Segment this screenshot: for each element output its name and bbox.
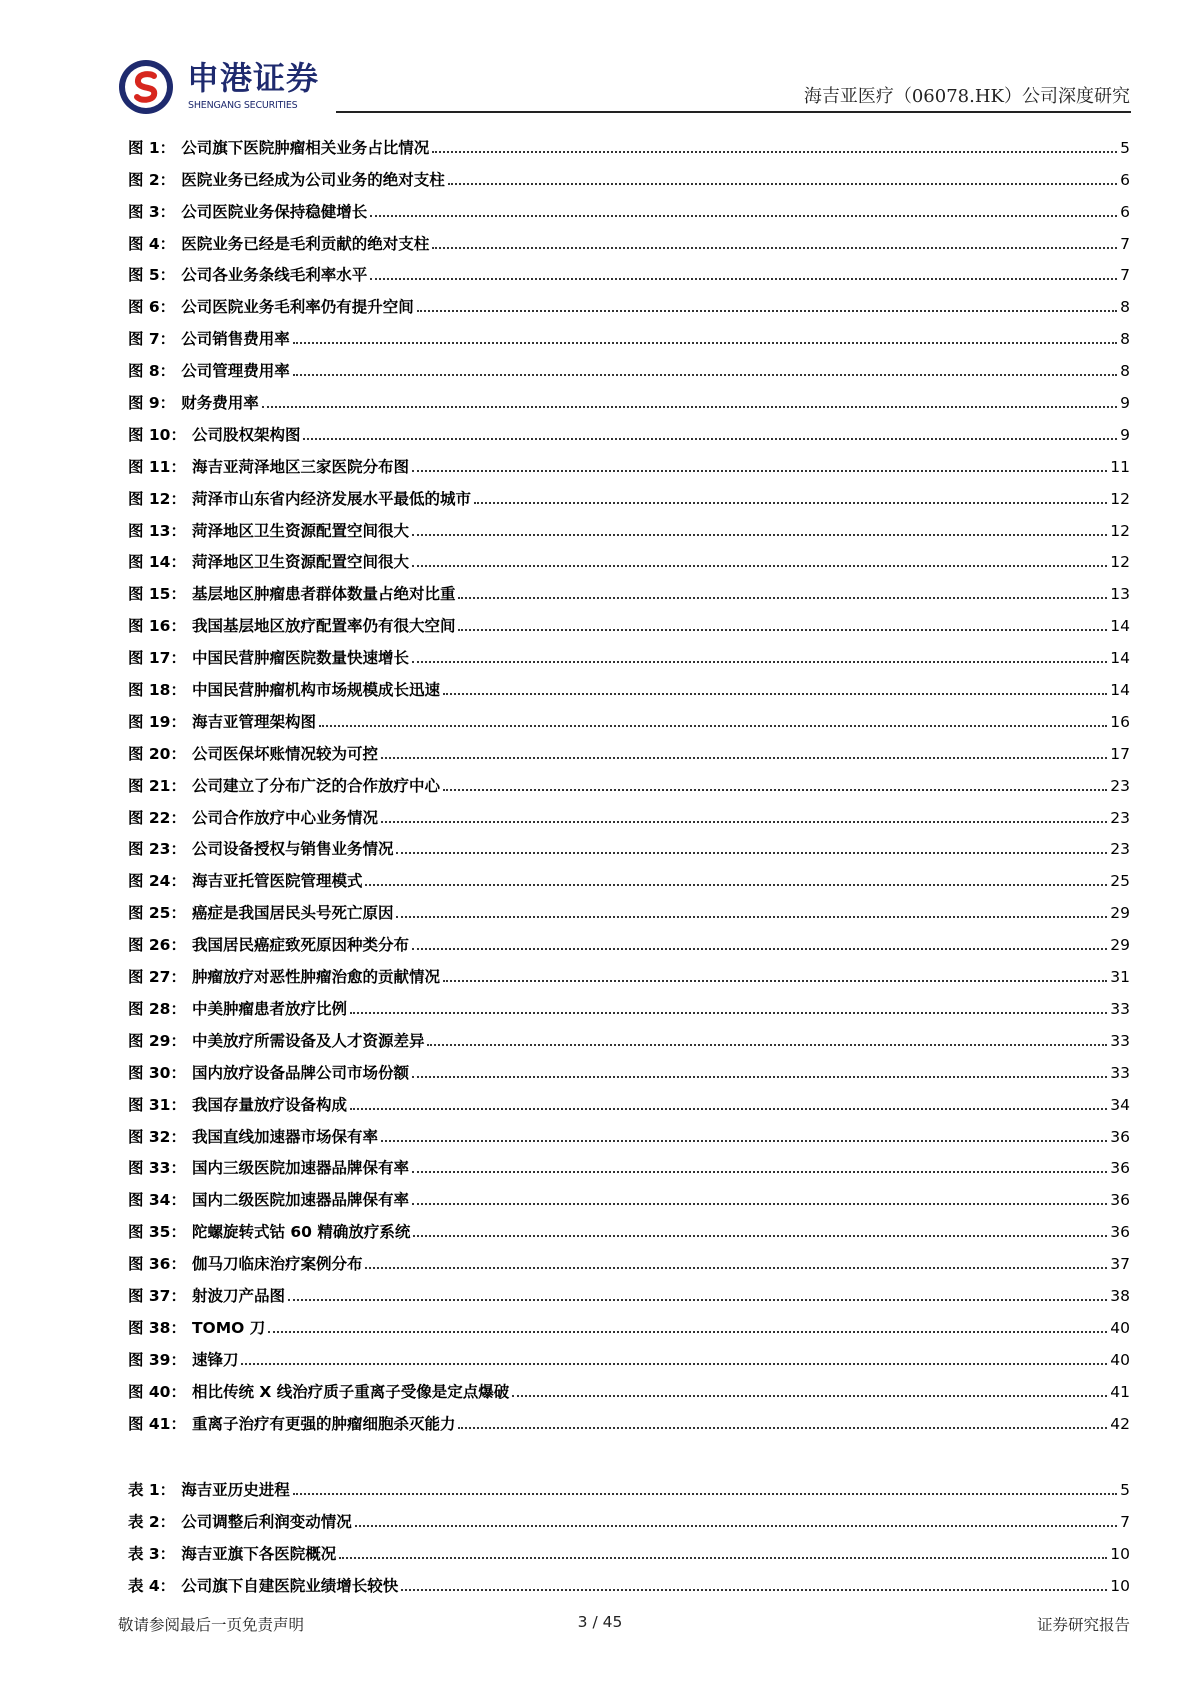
entry-title: 中国民营肿瘤机构市场规模成长迅速 — [191, 681, 440, 700]
entry-title: 菏泽地区卫生资源配置空间很大 — [191, 521, 409, 540]
figure-entry[interactable] — [128, 764, 1130, 796]
dot-leader — [262, 406, 1117, 408]
entry-page-number: 9 — [1120, 394, 1130, 413]
page-number: 3 / 45 — [577, 1613, 623, 1631]
figure-entry[interactable] — [128, 477, 1130, 509]
figure-entry[interactable] — [128, 254, 1130, 286]
entry-page-number: 40 — [1110, 1318, 1130, 1337]
figure-entry[interactable] — [128, 923, 1130, 955]
entry-page-number: 7 — [1120, 1512, 1130, 1531]
figure-entry[interactable] — [128, 317, 1130, 349]
entry-title: 公司医保坏账情况较为可控 — [191, 744, 378, 763]
figure-entry[interactable] — [128, 1370, 1130, 1402]
page-header — [0, 0, 1200, 120]
entry-page-number: 40 — [1110, 1350, 1130, 1369]
entry-title: 我国基层地区放疗配置率仍有很大空间 — [191, 617, 456, 636]
figure-entry[interactable] — [128, 1147, 1130, 1179]
entry-title: 中国民营肿瘤医院数量快速增长 — [191, 649, 409, 668]
entry-title: TOMO 刀 — [191, 1318, 266, 1337]
figure-entry[interactable] — [128, 1338, 1130, 1370]
dot-leader — [474, 502, 1107, 504]
figure-list — [128, 126, 1130, 1434]
entry-title: 海吉亚菏泽地区三家医院分布图 — [191, 457, 409, 476]
entry-page-number: 34 — [1110, 1095, 1130, 1114]
entry-page-number: 36 — [1110, 1223, 1130, 1242]
entry-label: 图 37： — [128, 1286, 186, 1305]
figure-entry[interactable] — [128, 732, 1130, 764]
entry-page-number: 38 — [1110, 1286, 1130, 1305]
entry-title: 陀螺旋转式钴 60 精确放疗系统 — [191, 1223, 411, 1242]
entry-label: 表 2： — [128, 1512, 176, 1531]
entry-label: 图 21： — [128, 776, 186, 795]
entry-label: 图 12： — [128, 489, 186, 508]
dot-leader — [370, 278, 1117, 280]
entry-title: 公司旗下自建医院业绩增长较快 — [181, 1576, 399, 1595]
entry-page-number: 9 — [1120, 425, 1130, 444]
dot-leader — [350, 1012, 1107, 1014]
figure-entry[interactable] — [128, 572, 1130, 604]
table-entry[interactable] — [128, 1532, 1130, 1564]
entry-label: 图 35： — [128, 1223, 186, 1242]
figure-entry[interactable] — [128, 190, 1130, 222]
entry-page-number: 5 — [1120, 138, 1130, 157]
entry-title: 我国居民癌症致死原因种类分布 — [191, 936, 409, 955]
figure-entry[interactable] — [128, 126, 1130, 158]
figure-entry[interactable] — [128, 636, 1130, 668]
table-entry[interactable] — [128, 1468, 1130, 1500]
entry-title: 公司股权架构图 — [191, 425, 301, 444]
entry-label: 图 17： — [128, 649, 186, 668]
figure-entry[interactable] — [128, 1115, 1130, 1147]
figure-entry[interactable] — [128, 1210, 1130, 1242]
entry-title: 国内放疗设备品牌公司市场份额 — [191, 1063, 409, 1082]
figure-entry[interactable] — [128, 987, 1130, 1019]
entry-page-number: 7 — [1120, 266, 1130, 285]
footer-disclaimer: 敬请参阅最后一页免责声明 — [118, 1616, 305, 1634]
entry-title: 公司合作放疗中心业务情况 — [191, 808, 378, 827]
dot-leader — [241, 1363, 1107, 1365]
entry-label: 图 27： — [128, 968, 186, 987]
entry-label: 图 38： — [128, 1318, 186, 1337]
entry-label: 图 39： — [128, 1350, 186, 1369]
dot-leader — [412, 565, 1107, 567]
entry-title: 公司管理费用率 — [181, 362, 290, 381]
dot-leader — [268, 1331, 1107, 1333]
dot-leader — [432, 247, 1117, 249]
entry-page-number: 8 — [1120, 330, 1130, 349]
figure-entry[interactable] — [128, 796, 1130, 828]
dot-leader — [381, 821, 1107, 823]
entry-page-number: 33 — [1110, 1031, 1130, 1050]
entry-title: 公司医院业务保持稳健增长 — [181, 202, 368, 221]
figure-entry[interactable] — [128, 1083, 1130, 1115]
entry-label: 图 40： — [128, 1382, 186, 1401]
entry-title: 公司调整后利润变动情况 — [181, 1512, 352, 1531]
figure-entry[interactable] — [128, 828, 1130, 860]
entry-title: 基层地区肿瘤患者群体数量占绝对比重 — [191, 585, 456, 604]
entry-page-number: 23 — [1110, 776, 1130, 795]
entry-label: 图 13： — [128, 521, 186, 540]
entry-title: 财务费用率 — [181, 394, 259, 413]
dot-leader — [381, 757, 1107, 759]
entry-label: 图 3： — [128, 202, 176, 221]
figure-entry[interactable] — [128, 955, 1130, 987]
entry-page-number: 23 — [1110, 840, 1130, 859]
dot-leader — [412, 1203, 1107, 1205]
entry-page-number: 13 — [1110, 585, 1130, 604]
entry-label: 图 1： — [128, 138, 176, 157]
dot-leader — [365, 884, 1107, 886]
dot-leader — [396, 852, 1107, 854]
entry-label: 表 3： — [128, 1544, 176, 1563]
dot-leader — [412, 1076, 1107, 1078]
entry-label: 图 34： — [128, 1191, 186, 1210]
figure-entry[interactable] — [128, 349, 1130, 381]
footer-report-type: 证券研究报告 — [1036, 1616, 1130, 1634]
entry-title: 射波刀产品图 — [191, 1286, 285, 1305]
entry-label: 图 15： — [128, 585, 186, 604]
entry-label: 图 25： — [128, 904, 186, 923]
entry-page-number: 33 — [1110, 999, 1130, 1018]
dot-leader — [319, 725, 1107, 727]
entry-title: 海吉亚托管医院管理模式 — [191, 872, 363, 891]
dot-leader — [417, 310, 1117, 312]
entry-page-number: 6 — [1120, 170, 1130, 189]
entry-title: 公司医院业务毛利率仍有提升空间 — [181, 298, 414, 317]
entry-page-number: 14 — [1110, 681, 1130, 700]
entry-page-number: 36 — [1110, 1191, 1130, 1210]
entry-label: 图 23： — [128, 840, 186, 859]
entry-label: 图 4： — [128, 234, 176, 253]
entry-page-number: 37 — [1110, 1255, 1130, 1274]
figure-entry[interactable] — [128, 222, 1130, 254]
dot-leader — [412, 948, 1107, 950]
figure-entry[interactable] — [128, 604, 1130, 636]
entry-page-number: 6 — [1120, 202, 1130, 221]
entry-title: 癌症是我国居民头号死亡原因 — [191, 904, 394, 923]
entry-title: 我国直线加速器市场保有率 — [191, 1127, 378, 1146]
entry-title: 公司设备授权与销售业务情况 — [191, 840, 394, 859]
entry-page-number: 14 — [1110, 617, 1130, 636]
entry-page-number: 42 — [1110, 1414, 1130, 1433]
dot-leader — [293, 1493, 1117, 1495]
entry-page-number: 41 — [1110, 1382, 1130, 1401]
entry-label: 图 32： — [128, 1127, 186, 1146]
entry-page-number: 31 — [1110, 968, 1130, 987]
entry-title: 公司各业务条线毛利率水平 — [181, 266, 368, 285]
dot-leader — [365, 1267, 1107, 1269]
dot-leader — [339, 1557, 1107, 1559]
entry-page-number: 17 — [1110, 744, 1130, 763]
entry-page-number: 12 — [1110, 489, 1130, 508]
entry-title: 国内二级医院加速器品牌保有率 — [191, 1191, 409, 1210]
dot-leader — [303, 438, 1117, 440]
entry-label: 表 4： — [128, 1576, 176, 1595]
entry-title: 速锋刀 — [191, 1350, 239, 1369]
dot-leader — [355, 1525, 1117, 1527]
dot-leader — [370, 215, 1117, 217]
company-logo-text: 申港证券 — [187, 59, 320, 97]
dot-leader — [412, 661, 1107, 663]
entry-page-number: 11 — [1110, 457, 1130, 476]
entry-title: 相比传统 X 线治疗质子重离子受像是定点爆破 — [191, 1382, 510, 1401]
entry-label: 图 2： — [128, 170, 176, 189]
entry-title: 公司旗下医院肿瘤相关业务占比情况 — [181, 138, 430, 157]
figure-entry[interactable] — [128, 1242, 1130, 1274]
entry-label: 图 7： — [128, 330, 176, 349]
entry-label: 图 14： — [128, 553, 186, 572]
dot-leader — [448, 183, 1117, 185]
dot-leader — [458, 597, 1107, 599]
entry-page-number: 25 — [1110, 872, 1130, 891]
entry-page-number: 7 — [1120, 234, 1130, 253]
figure-entry[interactable] — [128, 1019, 1130, 1051]
entry-title: 公司销售费用率 — [181, 330, 290, 349]
entry-title: 医院业务已经成为公司业务的绝对支柱 — [181, 170, 445, 189]
entry-title: 中美放疗所需设备及人才资源差异 — [191, 1031, 425, 1050]
dot-leader — [401, 1589, 1107, 1591]
entry-page-number: 29 — [1110, 904, 1130, 923]
figure-entry[interactable] — [128, 859, 1130, 891]
entry-title: 菏泽地区卫生资源配置空间很大 — [191, 553, 409, 572]
entry-page-number: 36 — [1110, 1127, 1130, 1146]
entry-page-number: 10 — [1110, 1576, 1130, 1595]
entry-title: 伽马刀临床治疗案例分布 — [191, 1255, 363, 1274]
dot-leader — [413, 1235, 1107, 1237]
entry-label: 图 8： — [128, 362, 176, 381]
entry-page-number: 29 — [1110, 936, 1130, 955]
dot-leader — [293, 342, 1117, 344]
entry-label: 图 16： — [128, 617, 186, 636]
figure-entry[interactable] — [128, 1306, 1130, 1338]
figure-entry[interactable] — [128, 891, 1130, 923]
entry-label: 图 30： — [128, 1063, 186, 1082]
entry-title: 肿瘤放疗对恶性肿瘤治愈的贡献情况 — [191, 968, 440, 987]
entry-title: 海吉亚旗下各医院概况 — [181, 1544, 337, 1563]
report-title: 海吉亚医疗（06078.HK）公司深度研究 — [803, 86, 1130, 107]
entry-label: 图 33： — [128, 1159, 186, 1178]
entry-page-number: 16 — [1110, 712, 1130, 731]
dot-leader — [381, 1140, 1107, 1142]
figure-entry[interactable] — [128, 509, 1130, 541]
entry-title: 国内三级医院加速器品牌保有率 — [191, 1159, 409, 1178]
entry-label: 表 1： — [128, 1480, 176, 1499]
entry-page-number: 8 — [1120, 298, 1130, 317]
entry-page-number: 5 — [1120, 1480, 1130, 1499]
entry-label: 图 6： — [128, 298, 176, 317]
entry-title: 中美肿瘤患者放疗比例 — [191, 999, 347, 1018]
table-entry[interactable] — [128, 1564, 1130, 1596]
entry-title: 海吉亚管理架构图 — [191, 712, 316, 731]
entry-title: 医院业务已经是毛利贡献的绝对支柱 — [181, 234, 430, 253]
figure-entry[interactable] — [128, 668, 1130, 700]
table-entry[interactable] — [128, 1500, 1130, 1532]
entry-label: 图 19： — [128, 712, 186, 731]
entry-label: 图 18： — [128, 681, 186, 700]
figure-entry[interactable] — [128, 445, 1130, 477]
dot-leader — [432, 151, 1117, 153]
entry-page-number: 33 — [1110, 1063, 1130, 1082]
dot-leader — [412, 470, 1107, 472]
entry-title: 海吉亚历史进程 — [181, 1480, 290, 1499]
figure-entry[interactable] — [128, 413, 1130, 445]
dot-leader — [293, 374, 1117, 376]
dot-leader — [443, 789, 1107, 791]
entry-label: 图 5： — [128, 266, 176, 285]
entry-label: 图 29： — [128, 1031, 186, 1050]
figure-entry[interactable] — [128, 1402, 1130, 1434]
entry-label: 图 22： — [128, 808, 186, 827]
figure-entry[interactable] — [128, 1178, 1130, 1210]
figure-entry[interactable] — [128, 285, 1130, 317]
entry-label: 图 20： — [128, 744, 186, 763]
entry-page-number: 8 — [1120, 362, 1130, 381]
entry-label: 图 10： — [128, 425, 186, 444]
entry-label: 图 36： — [128, 1255, 186, 1274]
dot-leader — [412, 534, 1107, 536]
dot-leader — [458, 629, 1107, 631]
s-letter-circle-icon — [118, 59, 174, 115]
company-logo-english: SHENGANG SECURITIES — [188, 100, 298, 111]
entry-label: 图 9： — [128, 394, 176, 413]
dot-leader — [443, 980, 1107, 982]
figure-entry[interactable] — [128, 158, 1130, 190]
table-list — [128, 1468, 1130, 1596]
entry-label: 图 11： — [128, 457, 186, 476]
entry-label: 图 41： — [128, 1414, 186, 1433]
entry-label: 图 28： — [128, 999, 186, 1018]
entry-title: 我国存量放疗设备构成 — [191, 1095, 347, 1114]
dot-leader — [512, 1395, 1107, 1397]
dot-leader — [427, 1044, 1107, 1046]
entry-page-number: 12 — [1110, 553, 1130, 572]
entry-page-number: 23 — [1110, 808, 1130, 827]
dot-leader — [458, 1427, 1107, 1429]
entry-page-number: 36 — [1110, 1159, 1130, 1178]
entry-page-number: 14 — [1110, 649, 1130, 668]
header-divider — [336, 111, 1131, 113]
figure-entry[interactable] — [128, 541, 1130, 573]
figure-entry[interactable] — [128, 700, 1130, 732]
entry-title: 公司建立了分布广泛的合作放疗中心 — [191, 776, 440, 795]
entry-title: 重离子治疗有更强的肿瘤细胞杀灭能力 — [191, 1414, 456, 1433]
figure-entry[interactable] — [128, 381, 1130, 413]
entry-label: 图 31： — [128, 1095, 186, 1114]
entry-label: 图 24： — [128, 872, 186, 891]
entry-page-number: 12 — [1110, 521, 1130, 540]
dot-leader — [443, 693, 1107, 695]
entry-title: 菏泽市山东省内经济发展水平最低的城市 — [191, 489, 471, 508]
entry-page-number: 10 — [1110, 1544, 1130, 1563]
dot-leader — [350, 1108, 1107, 1110]
dot-leader — [412, 1171, 1107, 1173]
entry-label: 图 26： — [128, 936, 186, 955]
figure-entry[interactable] — [128, 1274, 1130, 1306]
dot-leader — [396, 916, 1107, 918]
dot-leader — [288, 1299, 1107, 1301]
figure-entry[interactable] — [128, 1051, 1130, 1083]
